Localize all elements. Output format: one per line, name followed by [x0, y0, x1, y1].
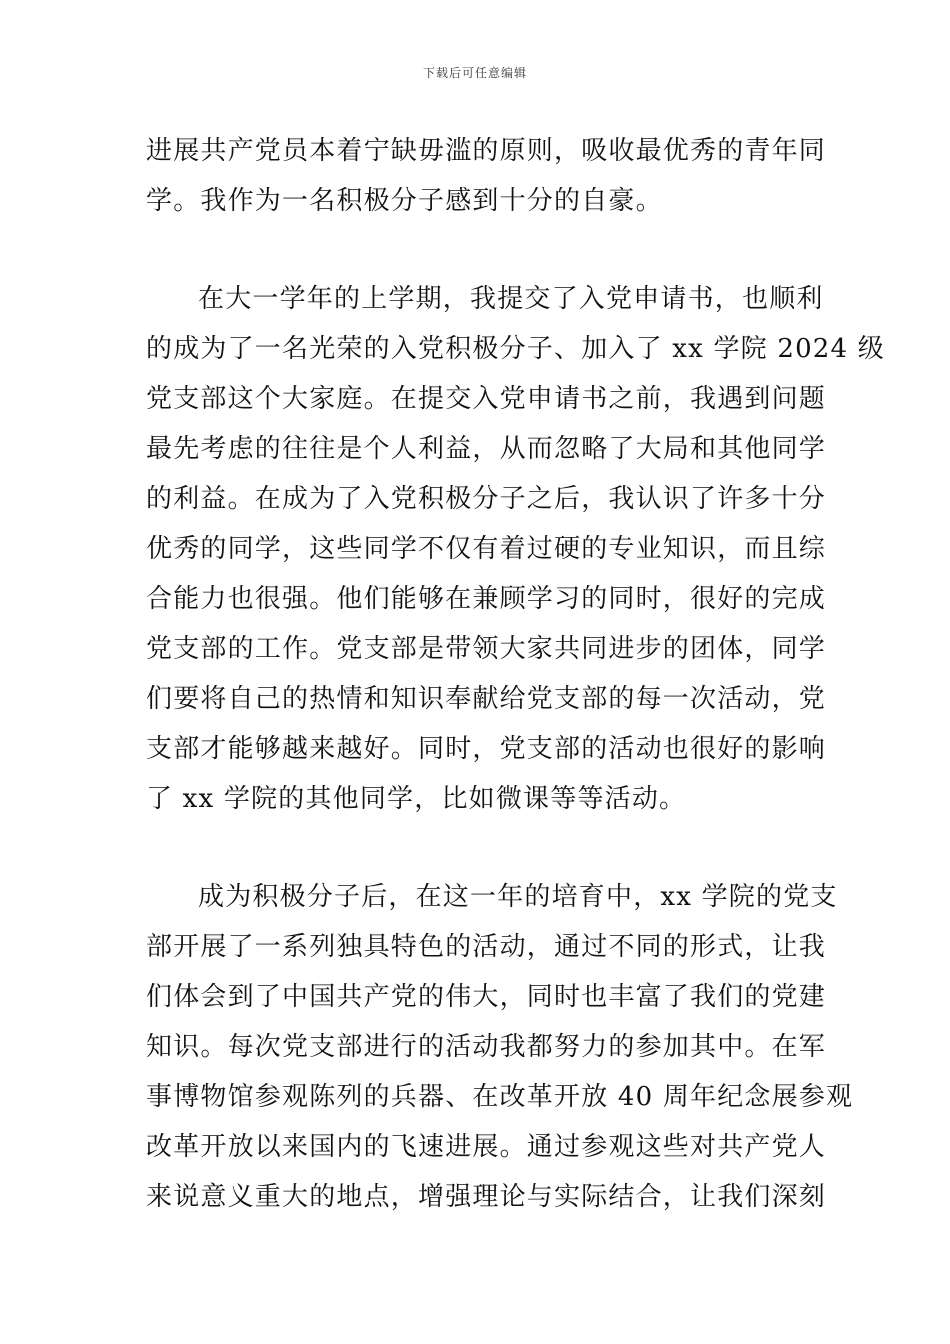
paragraph-2-line-9: 们要将自己的热情和知识奉献给党支部的每一次活动，党: [146, 684, 827, 714]
paragraph-2-line-2: 的成为了一名光荣的入党积极分子、加入了 xx 学院 2024 级: [146, 334, 885, 364]
paragraph-2-line-5: 的利益。在成为了入党积极分子之后，我认识了许多十分: [146, 484, 827, 514]
paragraph-2-line-1: 在大一学年的上学期，我提交了入党申请书，也顺利: [198, 284, 824, 314]
paragraph-3-line-4: 知识。每次党支部进行的活动我都努力的参加其中。在军: [146, 1032, 827, 1062]
paragraph-2-line-10: 支部才能够越来越好。同时，党支部的活动也很好的影响: [146, 734, 827, 764]
paragraph-1-line-2: 学。我作为一名积极分子感到十分的自豪。: [146, 186, 663, 216]
paragraph-2-line-3: 党支部这个大家庭。在提交入党申请书之前，我遇到问题: [146, 384, 827, 414]
paragraph-2-line-7: 合能力也很强。他们能够在兼顾学习的同时，很好的完成: [146, 584, 827, 614]
paragraph-2-line-8: 党支部的工作。党支部是带领大家共同进步的团体，同学: [146, 634, 827, 664]
paragraph-2-line-6: 优秀的同学，这些同学不仅有着过硬的专业知识，而且综: [146, 534, 827, 564]
paragraph-3-line-3: 们体会到了中国共产党的伟大，同时也丰富了我们的党建: [146, 982, 827, 1012]
paragraph-2-line-4: 最先考虑的往往是个人利益，从而忽略了大局和其他同学: [146, 434, 827, 464]
page-header: 下载后可任意编辑: [422, 66, 527, 80]
paragraph-2-line-11: 了 xx 学院的其他同学，比如微课等等活动。: [146, 784, 687, 814]
paragraph-3-line-6: 改革开放以来国内的飞速进展。通过参观这些对共产党人: [146, 1132, 827, 1162]
paragraph-3-line-2: 部开展了一系列独具特色的活动，通过不同的形式，让我: [146, 932, 827, 962]
paragraph-1-line-1: 进展共产党员本着宁缺毋滥的原则，吸收最优秀的青年同: [146, 136, 827, 166]
paragraph-3-line-7: 来说意义重大的地点，增强理论与实际结合，让我们深刻: [146, 1182, 827, 1212]
paragraph-3-line-5: 事博物馆参观陈列的兵器、在改革开放 40 周年纪念展参观: [146, 1082, 854, 1112]
paragraph-3-line-1: 成为积极分子后，在这一年的培育中，xx 学院的党支: [198, 882, 838, 912]
